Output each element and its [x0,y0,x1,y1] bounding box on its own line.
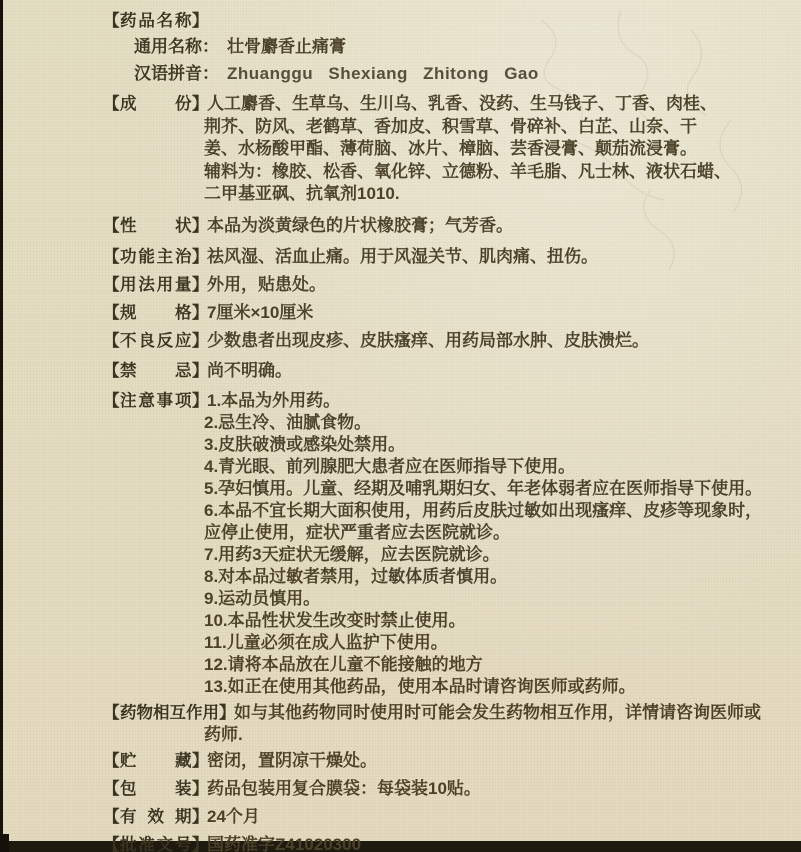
precaution-item: 9.运动员慎用。 [204,588,321,608]
bracket-close: 】 [192,247,209,266]
precaution-item: 10.本品性状发生改变时禁止使用。 [204,610,466,630]
interactions-heading [103,703,236,722]
adverse-text: 少数患者出现皮疹、皮肤瘙痒、用药局部水肿、皮肤溃烂。 [207,330,649,350]
bracket-close: 】 [192,303,209,322]
section-description [103,215,783,237]
label-content [103,10,783,852]
bracket-open: 【 [103,391,120,410]
ingredients-line: 二甲基亚砜、抗氧剂1010. [204,184,400,203]
bracket-close: 】 [192,391,209,410]
precaution-item: 8.对本品过敏者禁用，过敏体质者慎用。 [204,566,508,586]
precautions-label: 注意事项 [120,391,192,410]
section-usage [103,274,783,296]
bottom-left-corner-shadow [0,834,9,852]
section-interactions [103,702,783,746]
spec-text: 7厘米×10厘米 [207,302,314,322]
section-packaging [103,778,783,800]
usage-label: 用法用量 [120,275,192,294]
section-storage [103,750,783,772]
packaging-heading [103,779,209,798]
pinyin-row [134,63,783,85]
usage-heading [103,275,209,294]
bracket-close: 】 [192,216,209,235]
bracket-open: 【 [103,779,120,798]
bracket-open: 【 [103,751,120,770]
packaging-text: 药品包装用复合膜袋：每袋装10贴。 [207,778,481,798]
validity-heading [103,807,209,826]
section-spec [103,302,783,324]
bracket-open: 【 [103,12,120,30]
bracket-close: 】 [192,779,209,798]
precaution-item: 7.用药3天症状无缓解，应去医院就诊。 [204,544,500,564]
bracket-open: 【 [103,807,120,826]
bracket-close: 】 [192,835,209,852]
drug-name-heading [103,12,209,30]
bracket-open: 【 [103,95,120,113]
precaution-item: 2.忌生冷、油腻食物。 [204,412,372,432]
spec-label: 规格 [120,303,192,322]
bracket-open: 【 [103,216,120,235]
contraindication-label: 禁忌 [120,361,192,380]
drug-name-label: 药品名称 [120,12,192,30]
adverse-heading [103,331,209,350]
description-heading [103,216,209,235]
approval-text: 国药准字Z41020300 [207,834,362,852]
bracket-open: 【 [103,303,120,322]
precaution-item: 5.孕妇慎用。儿童、经期及哺乳期妇女、年老体弱者应在医师指导下使用。 [204,478,763,498]
validity-label: 有效期 [120,807,192,826]
bracket-open: 【 [103,247,120,266]
pinyin-key: 汉语拼音： [134,64,219,83]
precaution-item-continuation: 应停止使用，症状严重者应去医院就诊。 [204,522,510,542]
precaution-item: 13.如正在使用其他药品，使用本品时请咨询医师或药师。 [204,676,636,696]
bracket-close: 】 [192,331,209,350]
description-label: 性状 [120,216,192,235]
ingredients-line: 姜、水杨酸甲酯、薄荷脑、冰片、樟脑、芸香浸膏、颠茄流浸膏。 [204,139,697,158]
bracket-open: 【 [103,361,120,380]
bracket-close: 】 [192,751,209,770]
bracket-open: 【 [103,835,120,852]
precaution-item [103,390,783,412]
bracket-close: 】 [192,95,209,113]
generic-name-value: 壮骨麝香止痛膏 [227,37,346,56]
section-validity [103,806,783,828]
contraindication-text: 尚不明确。 [207,360,292,380]
precautions-heading [103,391,209,410]
interactions-line [103,702,783,724]
section-approval [103,834,783,852]
spec-heading [103,303,209,322]
interactions-label: 药物相互作用 [120,703,219,722]
section-contraindication [103,360,783,382]
ingredients-text: 人工麝香、生草乌、生川乌、乳香、没药、生马钱子、丁香、肉桂、 [207,94,717,113]
storage-text: 密闭，置阴凉干燥处。 [207,750,377,770]
bracket-close: 】 [219,703,236,722]
storage-label: 贮藏 [120,751,192,770]
ingredients-heading [103,95,209,113]
description-text: 本品为淡黄绿色的片状橡胶膏；气芳香。 [207,215,513,235]
bracket-open: 【 [103,331,120,350]
bracket-close: 】 [192,807,209,826]
bracket-open: 【 [103,275,120,294]
contraindication-heading [103,361,209,380]
bracket-open: 【 [103,703,120,722]
interactions-line-continuation: 药师. [204,724,243,744]
section-drug-name [103,10,783,32]
section-precautions [103,390,783,698]
pinyin-value: Zhuanggu Shexiang Zhitong Gao [227,64,539,83]
ingredients-line [103,93,783,116]
approval-heading [103,835,209,852]
validity-text: 24个月 [207,806,260,826]
usage-text: 外用，贴患处。 [207,274,326,294]
precaution-text: 1.本品为外用药。 [207,390,341,410]
precaution-item: 11.儿童必须在成人监护下使用。 [204,632,448,652]
precaution-item: 12.请将本品放在儿童不能接触的地方 [204,654,483,674]
functions-text: 祛风湿、活血止痛。用于风湿关节、肌肉痛、扭伤。 [207,246,598,266]
storage-heading [103,751,209,770]
functions-heading [103,247,209,266]
bracket-close: 】 [192,275,209,294]
ingredients-label: 成份 [120,95,192,113]
approval-label: 批准文号 [120,835,192,852]
precaution-item: 4.青光眼、前列腺肥大患者应在医师指导下使用。 [204,456,576,476]
bracket-close: 】 [192,361,209,380]
adverse-label: 不良反应 [120,331,192,350]
interactions-text: 如与其他药物同时使用时可能会发生药物相互作用，详情请咨询医师或 [234,702,761,722]
precaution-item: 3.皮肤破溃或感染处禁用。 [204,434,406,454]
bracket-close: 】 [192,12,209,30]
generic-name-key: 通用名称： [134,37,219,56]
section-adverse [103,330,783,352]
left-edge-shadow [0,0,3,852]
ingredients-line: 荆芥、防风、老鹤草、香加皮、积雪草、骨碎补、白芷、山奈、干 [204,116,697,136]
section-functions [103,246,783,268]
precaution-item: 6.本品不宜长期大面积使用，用药后皮肤过敏如出现瘙痒、皮疹等现象时， [204,500,763,520]
ingredients-line: 辅料为：橡胶、松香、氧化锌、立德粉、羊毛脂、凡士林、液状石蜡、 [204,161,731,181]
functions-label: 功能主治 [120,247,192,266]
generic-name-row [134,36,783,58]
packaging-label: 包装 [120,779,192,798]
section-ingredients [103,93,783,206]
